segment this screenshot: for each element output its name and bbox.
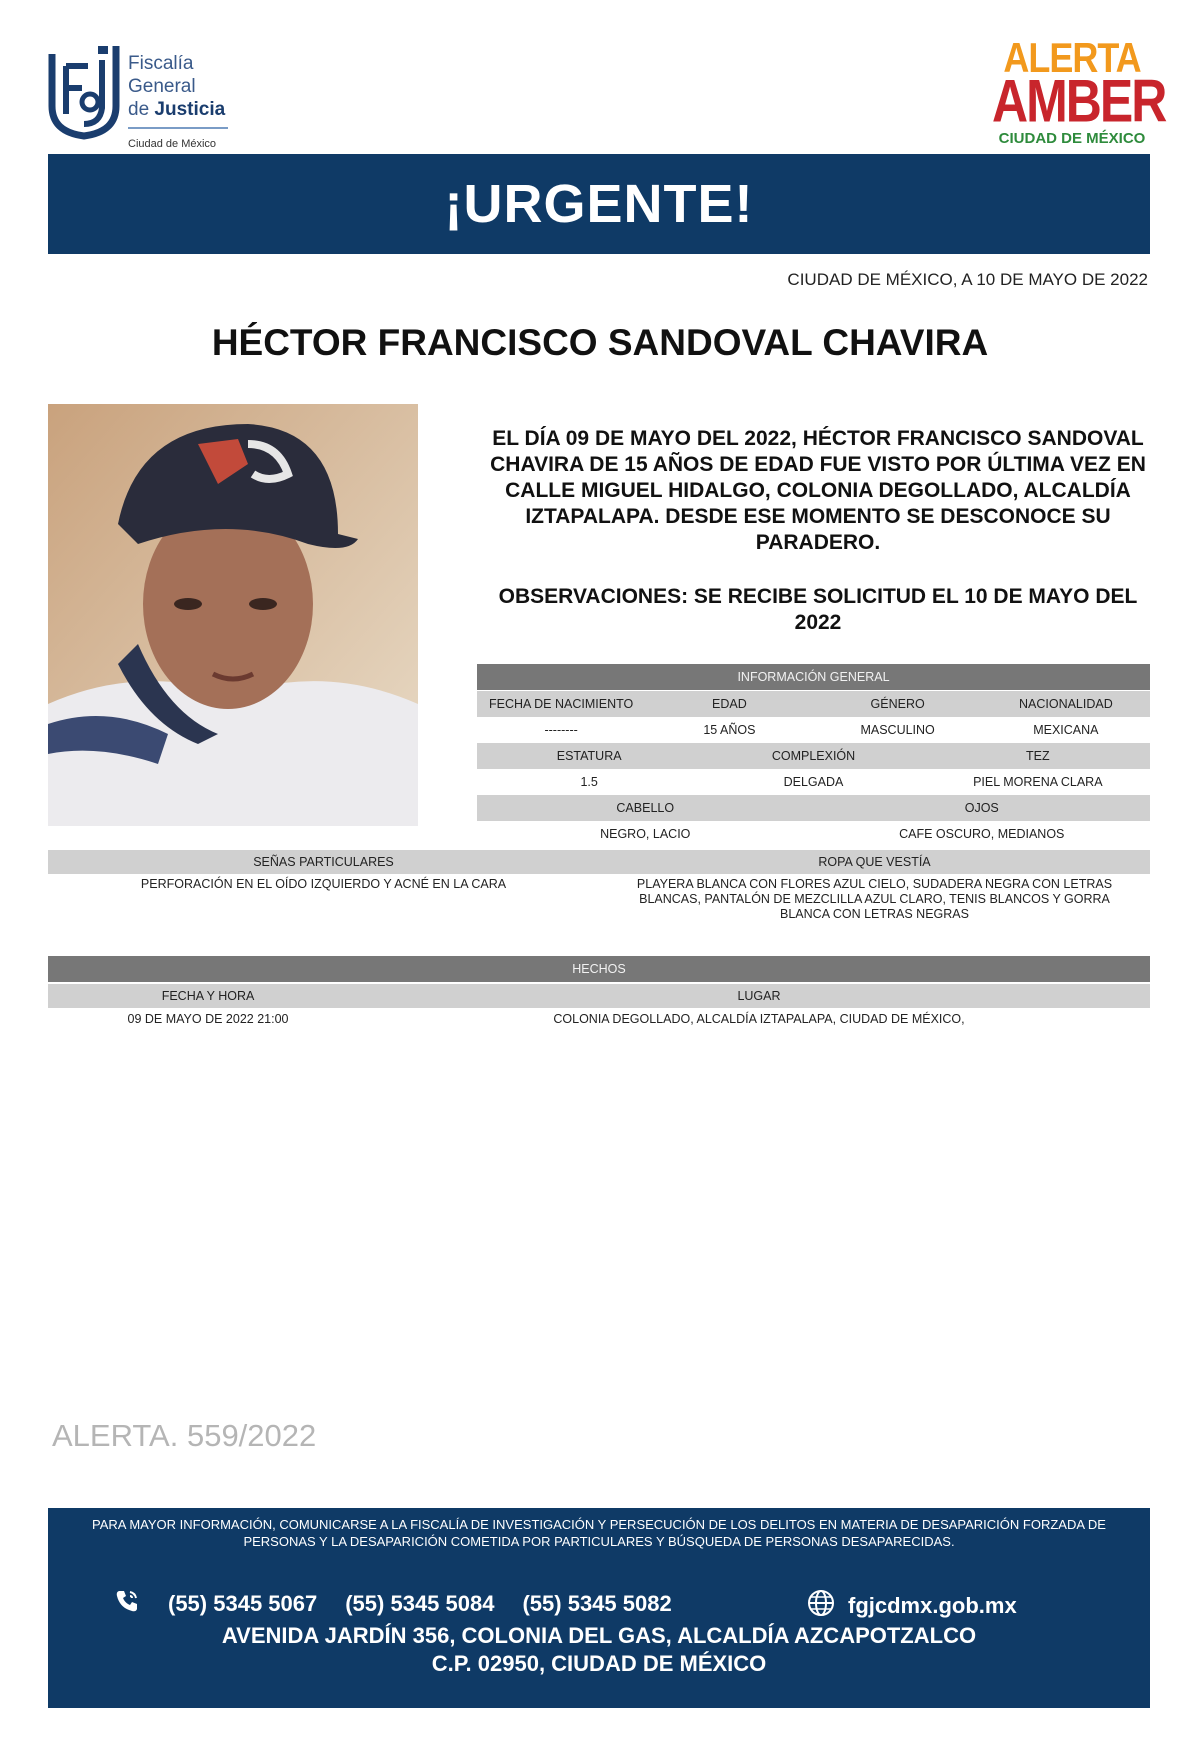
facts-header-row (48, 984, 1150, 1008)
marks-value-row (48, 877, 1150, 922)
person-name: HÉCTOR FRANCISCO SANDOVAL CHAVIRA (211, 322, 989, 363)
fgj-wordmark (128, 52, 228, 156)
phone-list (114, 1588, 700, 1620)
value-gender: MASCULINO (860, 723, 935, 737)
info-value-row-3 (477, 821, 1150, 847)
value-nationality: MEXICANA (1033, 723, 1099, 737)
header-hair: CABELLO (616, 801, 675, 815)
amber-line3: CIUDAD DE MÉXICO (998, 130, 1146, 147)
info-header-row-3 (477, 795, 1150, 821)
info-value-row (477, 717, 1150, 743)
header-birth: FECHA DE NACIMIENTO (489, 697, 634, 711)
amber-line1: ALERTA (1003, 33, 1141, 81)
observations: OBSERVACIONES: SE RECIBE SOLICITUD EL 10 DE MAYO DEL 2022 (498, 585, 1138, 634)
value-birth: -------- (544, 723, 578, 737)
fgj-logo (48, 44, 238, 150)
info-header-row (477, 691, 1150, 717)
phone-icon (114, 1588, 140, 1620)
facts-value-row (48, 1008, 1150, 1030)
fgj-line3 (128, 98, 228, 121)
info-header-row-2 (477, 743, 1150, 769)
date-line: CIUDAD DE MÉXICO, A 10 DE MAYO DE 2022 (787, 270, 1148, 289)
value-age: 15 AÑOS (703, 723, 756, 737)
header-datetime: FECHA Y HORA (161, 989, 255, 1003)
fgj-line3-prefix: de (128, 99, 155, 120)
header-skin: TEZ (1026, 749, 1050, 763)
marks-clothes-table (48, 850, 1150, 922)
event-description: EL DÍA 09 DE MAYO DEL 2022, HÉCTOR FRANCISCO SANDOVAL CHAVIRA DE 15 AÑOS DE EDAD FUE VISTO POR ÚLTIMA VEZ EN CALLE MIGUEL HIDALGO, COLONIA DEGOLLADO, ALCALDÍA IZTAPALAPA. DESDE ESE MOMENTO SE DESCONOCE SU PARADERO. (490, 427, 1146, 554)
phone-number-1[interactable]: (55) 5345 5067 (168, 1591, 318, 1616)
value-place: COLONIA DEGOLLADO, ALCALDÍA IZTAPALAPA, CIUDAD DE MÉXICO, (553, 1012, 965, 1026)
phone-number-3[interactable]: (55) 5345 5082 (522, 1591, 672, 1616)
person-photo (48, 404, 418, 826)
header-place: LUGAR (737, 989, 781, 1003)
website (806, 1588, 1017, 1624)
address (48, 1622, 1150, 1678)
header-eyes: OJOS (964, 801, 999, 815)
footer (48, 1508, 1150, 1708)
fgj-line3-strong: Justicia (154, 99, 226, 120)
urgent-banner: ¡URGENTE! (48, 154, 1150, 254)
facts-title: HECHOS (48, 956, 1150, 982)
value-marks: PERFORACIÓN EN EL OÍDO IZQUIERDO Y ACNÉ EN LA CARA (140, 877, 507, 891)
address-line2: C.P. 02950, CIUDAD DE MÉXICO (431, 1651, 767, 1676)
alert-number: ALERTA. 559/2022 (52, 1418, 317, 1453)
info-value-row-2 (477, 769, 1150, 795)
header-clothes: ROPA QUE VESTÍA (818, 855, 931, 869)
amber-line2: AMBER (992, 67, 1166, 135)
general-info-table (477, 664, 1150, 847)
globe-icon (806, 1588, 836, 1624)
value-height: 1.5 (580, 775, 598, 789)
header-nationality: NACIONALIDAD (1018, 697, 1113, 711)
value-build: DELGADA (783, 775, 844, 789)
header-age: EDAD (712, 697, 747, 711)
header-height: ESTATURA (556, 749, 622, 763)
footer-info: PARA MAYOR INFORMACIÓN, COMUNICARSE A LA FISCALÍA DE INVESTIGACIÓN Y PERSECUCIÓN DE LOS DELITOS EN MATERIA DE DESAPARICIÓN FORZADA DE PERSONAS Y LA DESAPARICIÓN COMETIDA POR PARTICULARES Y BÚSQUEDA DE PERSONAS DESAPARECIDAS. (92, 1517, 1106, 1549)
marks-header-row (48, 850, 1150, 874)
facts-table (48, 956, 1150, 1030)
info-title-row (477, 664, 1150, 690)
fgj-subtitle: Ciudad de México (128, 127, 228, 156)
value-datetime: 09 DE MAYO DE 2022 21:00 (127, 1012, 289, 1026)
value-skin: PIEL MORENA CLARA (973, 775, 1103, 789)
alerta-amber-logo (992, 33, 1166, 147)
header-gender: GÉNERO (870, 697, 925, 711)
value-eyes: CAFE OSCURO, MEDIANOS (899, 827, 1065, 841)
phone-number-2[interactable]: (55) 5345 5084 (345, 1591, 495, 1616)
address-line1: AVENIDA JARDÍN 356, COLONIA DEL GAS, ALCALDÍA AZCAPOTZALCO (221, 1623, 977, 1648)
website-link[interactable]: fgjcdmx.gob.mx (848, 1593, 1017, 1618)
fgj-line1: Fiscalía (128, 53, 194, 74)
value-clothes: PLAYERA BLANCA CON FLORES AZUL CIELO, SUDADERA NEGRA CON LETRAS BLANCAS, PANTALÓN DE MEZCLILLA AZUL CLARO, TENIS BLANCOS Y GORRA BLANCA CON LETRAS NEGRAS (636, 877, 1113, 921)
fgj-line2: General (128, 76, 196, 97)
header-build: COMPLEXIÓN (771, 749, 856, 763)
info-title: INFORMACIÓN GENERAL (737, 670, 890, 684)
fgj-emblem-icon (48, 44, 120, 140)
value-hair: NEGRO, LACIO (600, 827, 691, 841)
header-marks: SEÑAS PARTICULARES (253, 855, 394, 869)
